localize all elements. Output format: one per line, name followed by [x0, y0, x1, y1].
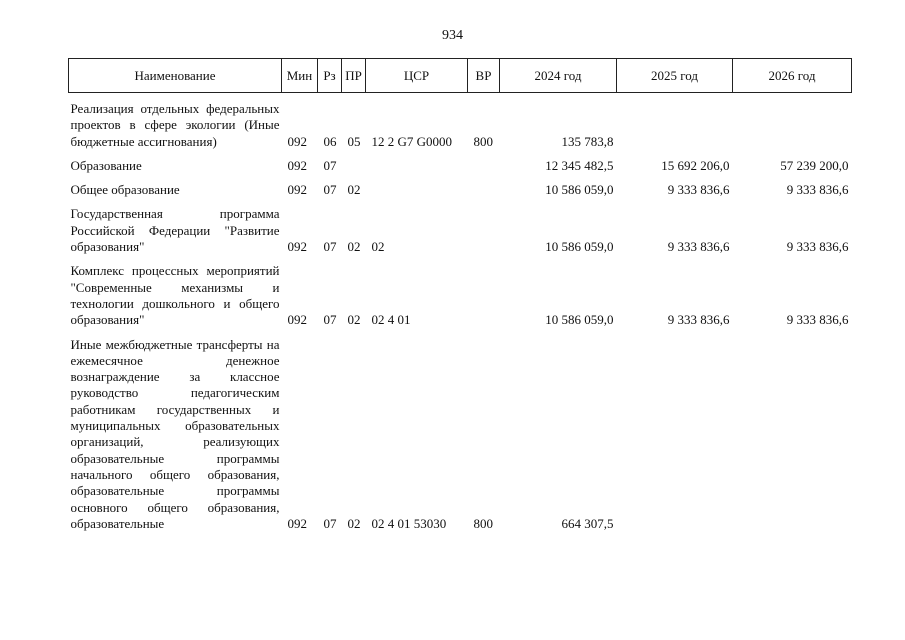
row-min: 092 [287, 133, 307, 149]
row-pr [342, 158, 366, 174]
row-min: 092 [287, 312, 307, 328]
row-2026 [733, 101, 852, 150]
row-2025: 15 692 206,0 [661, 157, 730, 173]
row-2025: 9 333 836,6 [667, 312, 730, 328]
row-csr [366, 158, 468, 174]
row-2024: 12 345 482,5 [545, 157, 614, 173]
header-2024: 2024 год [500, 59, 617, 93]
row-pr: 02 [347, 239, 361, 255]
header-rz: Рз [318, 59, 342, 93]
row-vr [468, 263, 500, 328]
row-name: Государственная программа Российской Федерации "Развитие образования" [70, 206, 280, 255]
header-csr: ЦСР [366, 59, 468, 93]
row-name: Образование [70, 157, 142, 173]
row-vr [468, 182, 500, 198]
row-pr: 02 [347, 515, 361, 531]
row-min: 092 [287, 182, 307, 198]
row-2026: 57 239 200,0 [780, 157, 849, 173]
table-row [69, 101, 852, 150]
row-2024: 664 307,5 [561, 515, 614, 531]
row-csr: 02 4 01 [371, 312, 411, 328]
row-2026 [733, 337, 852, 533]
page-number: 934 [442, 28, 463, 43]
header-vr: ВР [468, 59, 500, 93]
row-2024: 10 586 059,0 [545, 182, 614, 198]
budget-table [68, 58, 852, 532]
row-rz: 07 [323, 515, 337, 531]
row-csr: 12 2 G7 G0000 [371, 133, 453, 149]
row-min: 092 [287, 239, 307, 255]
header-2026: 2026 год [733, 59, 852, 93]
row-2025: 9 333 836,6 [667, 182, 730, 198]
table-row [69, 263, 852, 328]
row-csr: 02 [371, 239, 385, 255]
row-name: Иные межбюджетные трансферты на ежемесячное денежное вознаграждение за классное руководство педагогическим работникам государственных и муниципальных образовательных организаций, реализующих образовательные программы начального общего образования, образовательные программы основного общего образования, образовательные [70, 336, 280, 531]
row-min: 092 [287, 515, 307, 531]
row-name: Комплекс процессных мероприятий "Современные механизмы и технологии дошкольного и общего образования" [70, 263, 280, 328]
row-pr: 02 [347, 182, 361, 198]
row-pr: 05 [347, 133, 361, 149]
table-row [69, 158, 852, 174]
row-csr: 02 4 01 53030 [371, 515, 447, 531]
row-2026: 9 333 836,6 [786, 239, 849, 255]
row-rz: 06 [323, 133, 337, 149]
header-2025: 2025 год [617, 59, 733, 93]
table-header-row [69, 59, 852, 93]
row-2025 [617, 101, 733, 150]
row-2024: 10 586 059,0 [545, 312, 614, 328]
row-vr: 800 [473, 133, 493, 149]
row-2024: 10 586 059,0 [545, 239, 614, 255]
row-2025: 9 333 836,6 [667, 239, 730, 255]
row-name: Реализация отдельных федеральных проектов в сфере экологии (Иные бюджетные ассигнования) [70, 101, 280, 149]
row-2025 [617, 337, 733, 533]
table-row [69, 337, 852, 533]
row-min: 092 [287, 157, 307, 173]
row-rz: 07 [323, 239, 337, 255]
row-2024: 135 783,8 [561, 133, 614, 149]
header-pr: ПР [342, 59, 366, 93]
row-vr [468, 206, 500, 255]
table-row [69, 182, 852, 198]
header-min: Мин [282, 59, 318, 93]
row-csr [366, 182, 468, 198]
row-name: Общее образование [70, 182, 180, 198]
row-rz: 07 [323, 157, 337, 173]
row-2026: 9 333 836,6 [786, 182, 849, 198]
row-rz: 07 [323, 182, 337, 198]
header-name: Наименование [69, 59, 282, 93]
row-vr: 800 [473, 515, 493, 531]
row-pr: 02 [347, 312, 361, 328]
table-row [69, 206, 852, 255]
row-rz: 07 [323, 312, 337, 328]
row-vr [468, 158, 500, 174]
row-2026: 9 333 836,6 [786, 312, 849, 328]
